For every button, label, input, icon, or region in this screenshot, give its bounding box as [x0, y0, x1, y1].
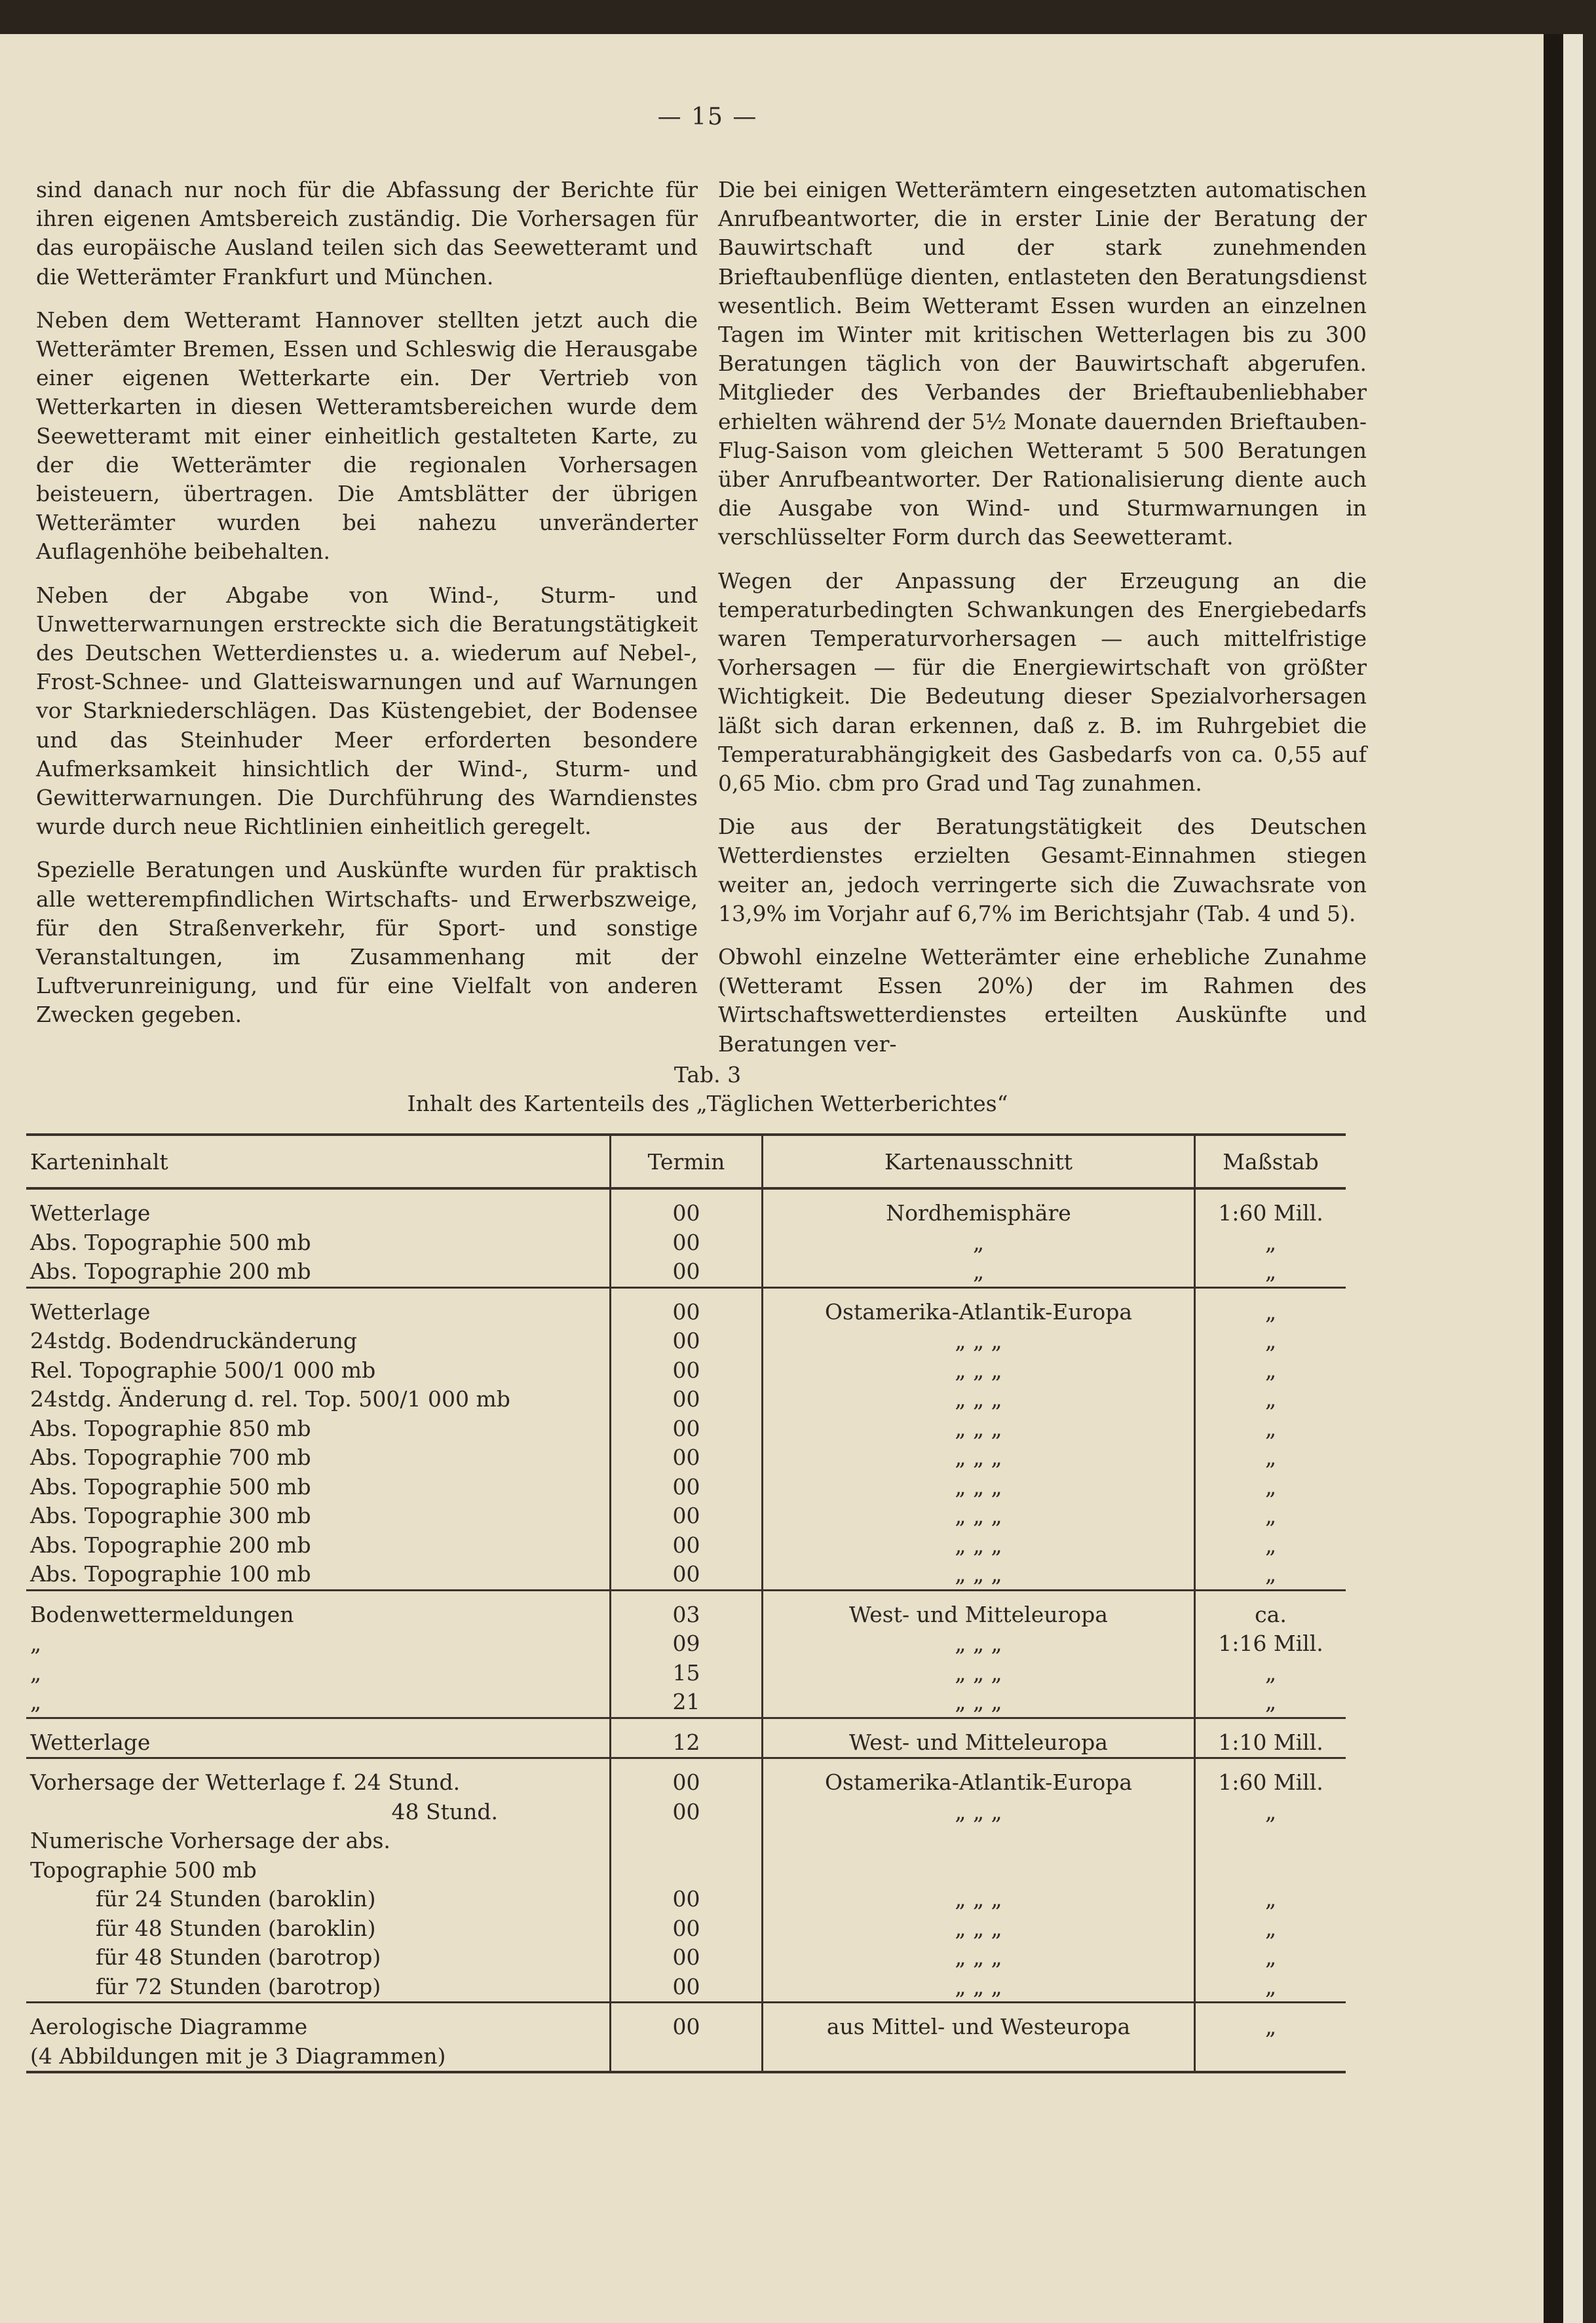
- table-cell-line: 00: [672, 1415, 700, 1441]
- table-cell-line: 24stdg. Änderung d. rel. Top. 500/1 000 mb: [30, 1386, 510, 1412]
- paragraph: Die bei einigen Wetterämtern eingesetzten automatischen Anrufbeantworter, die in erster Linie der Beratung der Bauwirtschaft und der stark zunehmenden Brieftaubenflüge dienten, entlasteten den Beratungsdienst wesentlich. Beim Wetteramt Essen wurden an einzelnen Tagen im Winter mit kritischen Wetterlagen bis zu 300 Beratungen täglich von der Bauwirtschaft abgerufen. Mitglieder des Verbandes der Brieftaubenliebhaber erhielten während der 5½ Monate dauernden Brieftauben-Flug-Saison vom gleichen Wetteramt 5 500 Beratungen über Anrufbeantworter. Der Rationalisierung diente auch die Ausgabe von Wind- und Sturmwarnungen in verschlüsselter Form durch das Seewetteramt.: [718, 177, 1367, 550]
- termin-cell: [609, 2003, 761, 2071]
- table-cell-line: „ „ „: [955, 1886, 1002, 1912]
- paragraph: Spezielle Beratungen und Auskünfte wurden für praktisch alle wetterempfindlichen Wirtschafts- und Erwerbszweige, für den Straßenverkehr, für Sport- und sonstige Veranstaltungen, im Zusammenhang mit der Luftverunreinigung, und für eine Vielfalt von anderen Zwecken gegeben.: [36, 857, 698, 1028]
- table-cell-line: Ostamerika-Atlantik-Europa: [824, 1769, 1133, 1795]
- table-cell-line: Wetterlage: [30, 1729, 151, 1755]
- table-cell-line: „: [1264, 1258, 1277, 1284]
- termin-cell: [609, 1289, 761, 1589]
- table-cell-line: Abs. Topographie 300 mb: [30, 1503, 311, 1528]
- table-cell-line: [763, 1826, 1194, 1856]
- paragraph: Neben der Abgabe von Wind-, Sturm- und Unwetterwarnungen erstreckte sich die Beratungstätigkeit des Deutschen Wetterdienstes u. a. wiederum auf Nebel-, Frost-Schnee- und Glatteiswarnungen und auf Warnungen vor Starkniederschlägen. Das Küstengebiet, der Bodensee und das Steinhuder Meer erforderten besondere Aufmerksamkeit hinsichtlich der Wind-, Sturm- und Gewitterwarnungen. Die Durchführung des Warndienstes wurde durch neue Richtlinien einheitlich geregelt.: [36, 582, 698, 840]
- page-number: — 15 —: [657, 104, 758, 130]
- region-cell: [761, 1759, 1194, 2001]
- scale-cell: [1194, 1759, 1346, 2001]
- table-cell-line: „ „ „: [955, 1415, 1002, 1441]
- table-cell-line: [1196, 1826, 1346, 1856]
- table-cell-line: Abs. Topographie 500 mb: [30, 1229, 311, 1255]
- table-cell-line: Aerologische Diagramme: [30, 2014, 308, 2039]
- scale-cell: [1194, 1719, 1346, 1758]
- table-cell-line: „: [1264, 1503, 1277, 1528]
- table-cell-line: West- und Mitteleuropa: [849, 1729, 1108, 1755]
- table-cell-line: 48 Stund.: [391, 1798, 498, 1824]
- table-cell-line: „: [1264, 1915, 1277, 1941]
- table-cell-line: 03: [672, 1601, 700, 1627]
- table-cell-line: 00: [672, 2014, 700, 2039]
- table-cell-line: [763, 2042, 1194, 2071]
- table-cell-line: Vorhersage der Wetterlage f. 24 Stund.: [30, 1769, 461, 1795]
- table-cell-line: „: [1264, 1886, 1277, 1912]
- table-cell-line: „ „ „: [955, 1689, 1002, 1714]
- table-cell-line: „: [1264, 1532, 1277, 1558]
- table-cell-line: für 24 Stunden (baroklin): [96, 1886, 376, 1912]
- table-cell-line: „: [1264, 1328, 1277, 1353]
- table-cell-line: „: [972, 1258, 985, 1284]
- scale-cell: [1194, 1591, 1346, 1717]
- table-row: [26, 1591, 1346, 1719]
- table-cell-line: 00: [672, 1328, 700, 1353]
- content-cell: [26, 1759, 609, 2001]
- table-cell-line: 00: [672, 1886, 700, 1912]
- table-cell-line: [611, 1856, 761, 1885]
- scale-cell: [1194, 1190, 1346, 1287]
- scale-cell: [1194, 2003, 1346, 2071]
- table-cell-line: für 72 Stunden (barotrop): [96, 1973, 381, 1999]
- table-cell-line: „ „ „: [955, 1357, 1002, 1383]
- header-termin: Termin: [609, 1136, 761, 1187]
- table-cell-line: [611, 1826, 761, 1856]
- table-cell-line: Rel. Topographie 500/1 000 mb: [30, 1357, 376, 1383]
- table-cell-line: „ „ „: [955, 1798, 1002, 1824]
- table-row: [26, 1190, 1346, 1289]
- table-cell-line: 00: [672, 1386, 700, 1412]
- termin-cell: [609, 1591, 761, 1717]
- table-cell-line: Abs. Topographie 700 mb: [30, 1445, 311, 1470]
- content-cell: [26, 2003, 609, 2071]
- table-cell-line: 12: [672, 1729, 700, 1755]
- table-cell-line: „: [1264, 1689, 1277, 1714]
- table-row: [26, 2003, 1346, 2073]
- table-cell-line: 00: [672, 1915, 700, 1941]
- table-cell-line: „: [1264, 1415, 1277, 1441]
- table-cell-line: „: [972, 1229, 985, 1255]
- table-cell-line: 1:10 Mill.: [1218, 1729, 1323, 1755]
- table-cell-line: Ostamerika-Atlantik-Europa: [824, 1298, 1133, 1325]
- table-cell-line: „: [1264, 1561, 1277, 1587]
- table-cell-line: Numerische Vorhersage der abs.: [30, 1828, 390, 1853]
- table-row: [26, 1289, 1346, 1591]
- right-text-column: [718, 176, 1367, 1073]
- termin-cell: [609, 1719, 761, 1758]
- table-cell-line: „ „ „: [955, 1445, 1002, 1470]
- paragraph: sind danach nur noch für die Abfassung der Berichte für ihren eigenen Amtsbereich zuständig. Die Vorhersagen für das europäische Ausland teilen sich das Seewetteramt und die Wetterämter Frankfurt und München.: [36, 177, 698, 290]
- table-cell-line: „ „ „: [955, 1532, 1002, 1558]
- table-cell-line: aus Mittel- und Westeuropa: [826, 2014, 1131, 2039]
- content-cell: [26, 1719, 609, 1758]
- table-cell-line: Abs. Topographie 100 mb: [30, 1561, 311, 1587]
- table-cell-line: „: [30, 1659, 42, 1686]
- table-cell-line: „ „ „: [955, 1561, 1002, 1587]
- header-kartenausschnitt: Kartenausschnitt: [761, 1136, 1194, 1187]
- table-cell-line: 00: [672, 1798, 700, 1824]
- scan-edge: [1544, 34, 1596, 2323]
- table-cell-line: „: [1264, 1659, 1277, 1686]
- table-cell-line: ca.: [1255, 1601, 1287, 1627]
- table-cell-line: für 48 Stunden (barotrop): [96, 1944, 381, 1970]
- table-number: Tab. 3: [674, 1062, 742, 1087]
- table-cell-line: 15: [672, 1659, 700, 1686]
- region-cell: [761, 1719, 1194, 1758]
- map-content-table: [26, 1133, 1346, 2073]
- paragraph: Wegen der Anpassung der Erzeugung an die temperaturbedingten Schwankungen des Energiebedarfs waren Temperaturvorhersagen — auch mittelfristige Vorhersagen — für die Energiewirtschaft von größter Wichtigkeit. Die Bedeutung dieser Spezialvorhersagen läßt sich daran erkennen, daß z. B. im Ruhrgebiet die Temperaturabhängigkeit des Gasbedarfs von ca. 0,55 auf 0,65 Mio. cbm pro Grad und Tag zunahmen.: [718, 567, 1367, 797]
- table-cell-line: „: [1264, 1798, 1277, 1824]
- table-cell-line: „ „ „: [955, 1915, 1002, 1941]
- table-cell-line: 00: [672, 1944, 700, 1970]
- table-cell-line: Bodenwettermeldungen: [30, 1601, 294, 1627]
- termin-cell: [609, 1759, 761, 2001]
- table-cell-line: Abs. Topographie 850 mb: [30, 1415, 311, 1441]
- scale-cell: [1194, 1289, 1346, 1589]
- table-cell-line: „ „ „: [955, 1473, 1002, 1500]
- termin-cell: [609, 1190, 761, 1287]
- table-cell-line: 24stdg. Bodendruckänderung: [30, 1328, 358, 1353]
- left-text-column: [36, 176, 698, 1044]
- header-massstab: Maßstab: [1194, 1136, 1346, 1187]
- table-cell-line: 00: [672, 1769, 700, 1795]
- table-cell-line: „: [1264, 2014, 1277, 2039]
- table-title: Inhalt des Kartenteils des „Täglichen Wetterberichtes“: [407, 1091, 1008, 1116]
- table-cell-line: 1:60 Mill.: [1218, 1200, 1323, 1226]
- table-cell-line: [1196, 2042, 1346, 2071]
- table-cell-line: für 48 Stunden (baroklin): [96, 1915, 376, 1941]
- header-karteninhalt: Karteninhalt: [30, 1149, 168, 1175]
- table-cell-line: [1196, 1856, 1346, 1885]
- table-cell-line: „: [1264, 1229, 1277, 1255]
- table-cell-line: Topographie 500 mb: [30, 1857, 257, 1883]
- region-cell: [761, 1190, 1194, 1287]
- table-cell-line: „ „ „: [955, 1386, 1002, 1412]
- table-cell-line: West- und Mitteleuropa: [849, 1601, 1108, 1627]
- table-cell-line: „ „ „: [955, 1503, 1002, 1528]
- region-cell: [761, 1591, 1194, 1717]
- table-cell-line: „: [1264, 1298, 1277, 1325]
- table-cell-line: 00: [672, 1357, 700, 1383]
- table-cell-line: 1:16 Mill.: [1218, 1631, 1323, 1656]
- table-cell-line: 00: [672, 1532, 700, 1558]
- table-cell-line: 00: [672, 1503, 700, 1528]
- table-cell-line: „ „ „: [955, 1973, 1002, 1999]
- table-cell-line: Abs. Topographie 200 mb: [30, 1532, 311, 1558]
- table-cell-line: „: [30, 1689, 42, 1714]
- table-row: [26, 1759, 1346, 2003]
- table-cell-line: Abs. Topographie 200 mb: [30, 1258, 311, 1284]
- table-cell-line: „: [1264, 1944, 1277, 1970]
- table-cell-line: 09: [672, 1631, 700, 1656]
- table-cell-line: 00: [672, 1298, 700, 1325]
- content-cell: [26, 1190, 609, 1287]
- paragraph: Die aus der Beratungstätigkeit des Deutschen Wetterdienstes erzielten Gesamt-Einnahmen stiegen weiter an, jedoch verringerte sich die Zuwachsrate von 13,9% im Vorjahr auf 6,7% im Berichtsjahr (Tab. 4 und 5).: [718, 814, 1367, 926]
- table-cell-line: „: [30, 1631, 42, 1656]
- table-cell-line: [611, 2042, 761, 2071]
- table-cell-line: 00: [672, 1258, 700, 1284]
- table-cell-line: 00: [672, 1229, 700, 1255]
- table-row: [26, 1719, 1346, 1760]
- table-cell-line: 00: [672, 1473, 700, 1500]
- table-cell-line: 00: [672, 1561, 700, 1587]
- table-cell-line: „: [1264, 1973, 1277, 1999]
- table-cell-line: Wetterlage: [30, 1298, 151, 1325]
- table-cell-line: 21: [672, 1689, 700, 1714]
- table-cell-line: 00: [672, 1200, 700, 1226]
- region-cell: [761, 2003, 1194, 2071]
- table-cell-line: „ „ „: [955, 1328, 1002, 1353]
- paragraph: Obwohl einzelne Wetterämter eine erhebliche Zunahme (Wetteramt Essen 20%) der im Rahmen des Wirtschaftswetterdienstes erteilten Auskünfte und Beratungen ver-: [718, 944, 1367, 1057]
- table-cell-line: „ „ „: [955, 1659, 1002, 1686]
- paragraph: Neben dem Wetteramt Hannover stellten jetzt auch die Wetterämter Bremen, Essen und Schleswig die Herausgabe einer eigenen Wetterkarte ein. Der Vertrieb von Wetterkarten in diesen Wetteramtsbereichen wurde dem Seewetteramt mit einer einheitlich gestalteten Karte, zu der die Wetterämter die regionalen Vorhersagen beisteuern, übertragen. Die Amtsblätter der übrigen Wetterämter wurden bei nahezu unveränderter Auflagenhöhe beibehalten.: [36, 307, 698, 565]
- content-cell: [26, 1289, 609, 1589]
- table-cell-line: (4 Abbildungen mit je 3 Diagrammen): [30, 2043, 446, 2069]
- table-header-row: [26, 1133, 1346, 1190]
- table-cell-line: 1:60 Mill.: [1218, 1769, 1323, 1795]
- table-cell-line: Abs. Topographie 500 mb: [30, 1473, 311, 1500]
- table-cell-line: „ „ „: [955, 1944, 1002, 1970]
- region-cell: [761, 1289, 1194, 1589]
- table-cell-line: [763, 1856, 1194, 1885]
- table-cell-line: „: [1264, 1445, 1277, 1470]
- content-cell: [26, 1591, 609, 1717]
- table-cell-line: 00: [672, 1445, 700, 1470]
- table-cell-line: „: [1264, 1473, 1277, 1500]
- table-cell-line: „: [1264, 1357, 1277, 1383]
- table-cell-line: Nordhemisphäre: [886, 1200, 1071, 1226]
- table-cell-line: „ „ „: [955, 1631, 1002, 1656]
- table-body: [26, 1190, 1346, 2073]
- table-cell-line: „: [1264, 1386, 1277, 1412]
- table-cell-line: 00: [672, 1973, 700, 1999]
- table-cell-line: Wetterlage: [30, 1200, 151, 1226]
